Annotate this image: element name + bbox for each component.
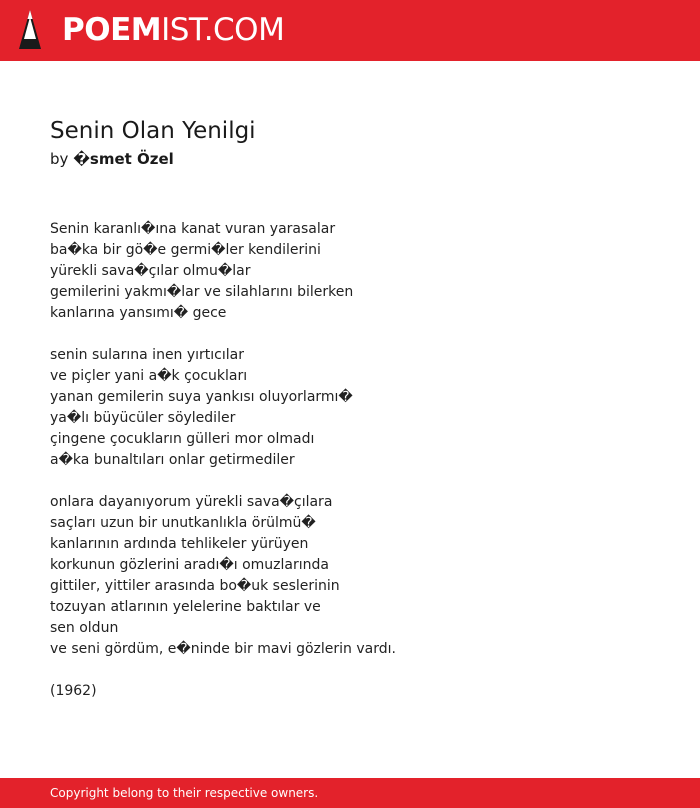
poem-line: sen oldun (50, 620, 119, 636)
poem-title: Senin Olan Yenilgi (50, 118, 256, 144)
poem-line: korkunun gözlerini aradı�ı omuzlarında (50, 557, 329, 573)
stanza (50, 219, 396, 324)
poem-date: (1962) (50, 683, 97, 699)
poem-line: gittiler, yittiler arasında bo�uk seslerinin (50, 578, 340, 594)
stanza (50, 681, 396, 702)
poem-line: a�ka bunaltıları onlar getirmediler (50, 452, 295, 468)
poem-line: Senin karanlı�ına kanat vuran yarasalar (50, 221, 336, 237)
site-header (0, 0, 700, 61)
site-footer (0, 778, 700, 808)
site-logo[interactable] (62, 12, 284, 48)
stanza (50, 492, 396, 660)
poem-line: ba�ka bir gö�e germi�ler kendilerini (50, 242, 321, 258)
poem-line: gemilerini yakmı�lar ve silahlarını bilerken (50, 284, 354, 300)
poem-line: tozuyan atlarının yelelerine baktılar ve (50, 599, 321, 615)
poem-line: onlara dayanıyorum yürekli sava�çılara (50, 494, 333, 510)
byline (50, 149, 174, 169)
poem-line: çingene çocukların gülleri mor olmadı (50, 431, 315, 447)
poem-line: ve piçler yani a�k çocukları (50, 368, 248, 384)
stanza (50, 345, 396, 471)
poem-line: yürekli sava�çılar olmu�lar (50, 263, 251, 279)
logo-light-text: IST.COM (161, 12, 285, 48)
author-name: �smet Özel (73, 150, 174, 168)
logo-bold-text: POEM (62, 12, 162, 48)
poem-line: kanlarına yansımı� gece (50, 305, 227, 321)
poem-body (50, 219, 396, 723)
poem-line: ve seni gördüm, e�ninde bir mavi gözlerin vardı. (50, 641, 396, 657)
pencil-tip-icon[interactable] (17, 9, 43, 51)
copyright-notice: Copyright belong to their respective owners. (50, 786, 319, 800)
poem-line: senin sularına inen yırtıcılar (50, 347, 244, 363)
poem-line: yanan gemilerin suya yankısı oluyorlarmı� (50, 389, 353, 405)
poem-line: ya�lı büyücüler söylediler (50, 410, 236, 426)
poem-line: kanlarının ardında tehlikeler yürüyen (50, 536, 309, 552)
poem-line: saçları uzun bir unutkanlıkla örülmü� (50, 515, 316, 531)
by-label: by (50, 150, 69, 168)
